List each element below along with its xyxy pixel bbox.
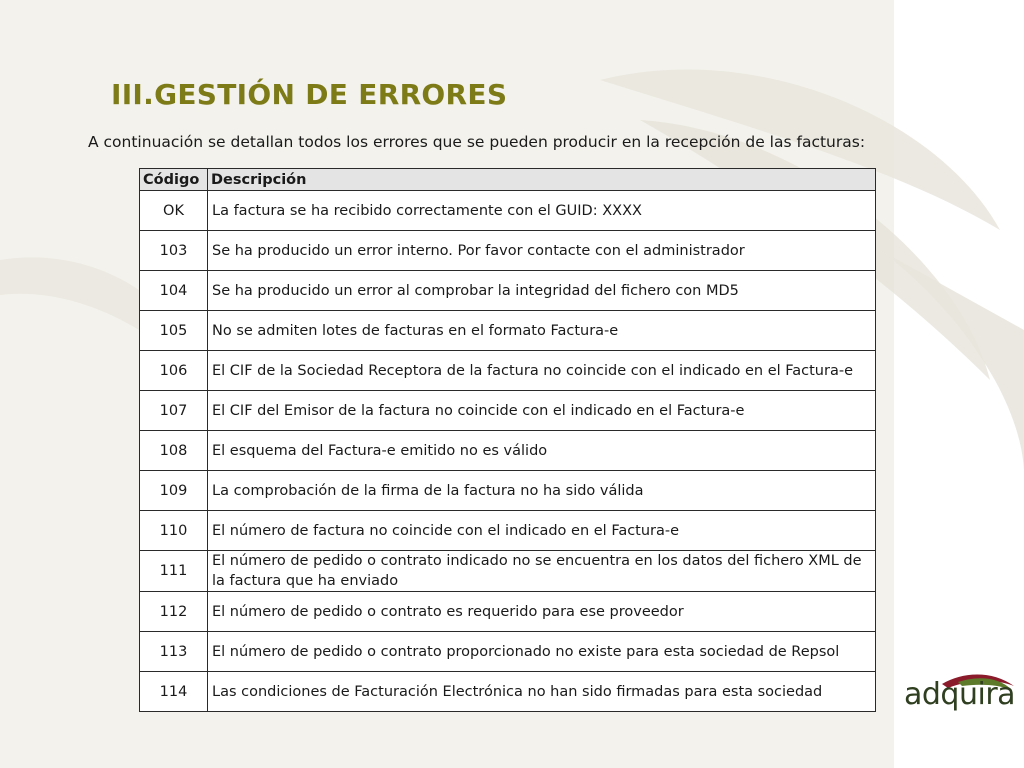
- row-description: La factura se ha recibido correctamente con el GUID: XXXX: [208, 191, 876, 231]
- row-code: 111: [140, 551, 208, 592]
- row-description: El CIF de la Sociedad Receptora de la factura no coincide con el indicado en el Factura-e: [208, 351, 876, 391]
- row-description: El número de factura no coincide con el indicado en el Factura-e: [208, 511, 876, 551]
- row-code: 108: [140, 431, 208, 471]
- adquira-logo-text: adquira: [904, 677, 1016, 712]
- header-description: Descripción: [208, 169, 876, 191]
- row-description: El número de pedido o contrato indicado no se encuentra en los datos del fichero XML de la factura que ha enviado: [208, 551, 876, 592]
- table-row: [140, 592, 876, 632]
- row-code: 105: [140, 311, 208, 351]
- row-code: 113: [140, 632, 208, 672]
- row-code: OK: [140, 191, 208, 231]
- error-codes-table: [139, 168, 876, 712]
- table-row: [140, 632, 876, 672]
- table-row: [140, 551, 876, 592]
- row-code: 103: [140, 231, 208, 271]
- table-row: [140, 391, 876, 431]
- row-description: El número de pedido o contrato proporcionado no existe para esta sociedad de Repsol: [208, 632, 876, 672]
- row-description: La comprobación de la firma de la factura no ha sido válida: [208, 471, 876, 511]
- table-row: [140, 191, 876, 231]
- row-code: 107: [140, 391, 208, 431]
- row-description: No se admiten lotes de facturas en el formato Factura-e: [208, 311, 876, 351]
- row-description: Se ha producido un error interno. Por favor contacte con el administrador: [208, 231, 876, 271]
- row-code: 110: [140, 511, 208, 551]
- row-code: 106: [140, 351, 208, 391]
- table-row: [140, 511, 876, 551]
- row-code: 114: [140, 672, 208, 712]
- header-code: Código: [140, 169, 208, 191]
- table-row: [140, 311, 876, 351]
- table-row: [140, 231, 876, 271]
- page-title: III.GESTIÓN DE ERRORES: [111, 78, 508, 111]
- table-header-row: [140, 169, 876, 191]
- row-description: Se ha producido un error al comprobar la integridad del fichero con MD5: [208, 271, 876, 311]
- intro-text: A continuación se detallan todos los errores que se pueden producir en la recepción de las facturas:: [88, 133, 866, 151]
- row-code: 109: [140, 471, 208, 511]
- table-row: [140, 351, 876, 391]
- row-description: El CIF del Emisor de la factura no coincide con el indicado en el Factura-e: [208, 391, 876, 431]
- row-description: Las condiciones de Facturación Electrónica no han sido firmadas para esta sociedad: [208, 672, 876, 712]
- table-row: [140, 672, 876, 712]
- row-code: 104: [140, 271, 208, 311]
- row-description: El esquema del Factura-e emitido no es válido: [208, 431, 876, 471]
- row-description: El número de pedido o contrato es requerido para ese proveedor: [208, 592, 876, 632]
- table-row: [140, 471, 876, 511]
- table-row: [140, 431, 876, 471]
- table-row: [140, 271, 876, 311]
- row-code: 112: [140, 592, 208, 632]
